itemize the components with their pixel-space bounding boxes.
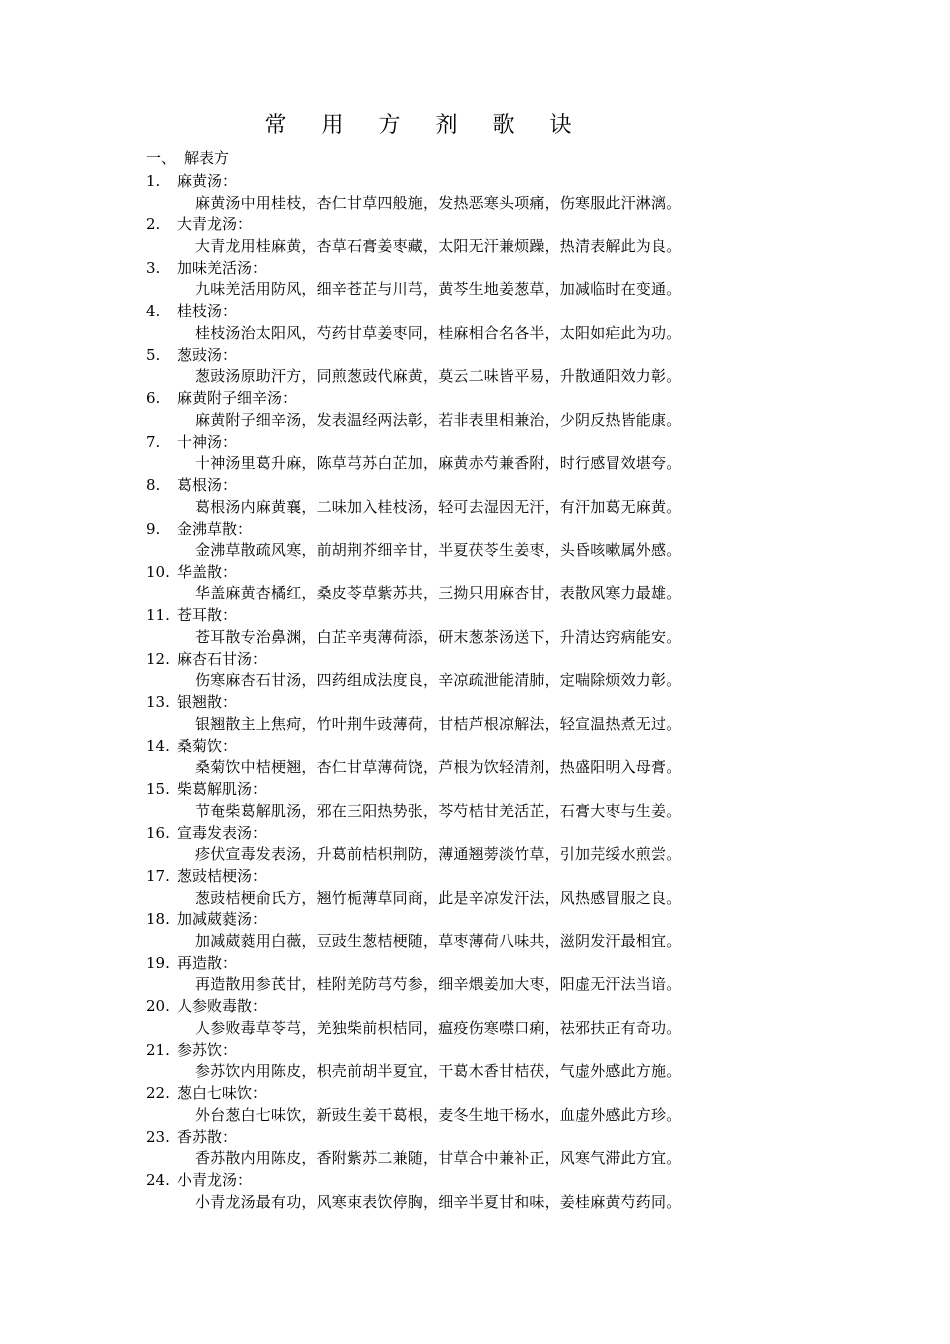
formula-verse: 参苏饮内用陈皮，枳壳前胡半夏宜，干葛木香甘桔茯，气虚外感此方施。 [195, 1062, 682, 1081]
formula-name: 华盖散： [177, 562, 238, 581]
formula-entry [146, 1083, 746, 1126]
formula-heading [146, 909, 746, 931]
formula-name: 金沸草散： [177, 519, 253, 538]
formula-verse: 麻黄汤中用桂枝，杏仁甘草四般施，发热恶寒头项痛，伤寒服此汗淋漓。 [195, 193, 682, 212]
formula-number: 19. [146, 953, 170, 972]
formula-entry [146, 692, 746, 735]
formula-heading [146, 345, 746, 367]
formula-number: 14. [146, 736, 170, 755]
formula-heading [146, 649, 746, 671]
formula-name: 葱白七味饮： [177, 1084, 268, 1103]
formula-number: 11. [146, 606, 170, 625]
formula-name: 柴葛解肌汤： [177, 780, 268, 799]
formula-heading [146, 953, 746, 975]
formula-heading [146, 475, 746, 497]
formula-number: 5. [146, 345, 161, 364]
formula-number: 2. [146, 215, 161, 234]
formula-verse: 十神汤里葛升麻，陈草芎苏白芷加，麻黄赤芍兼香附，时行感冒效堪夸。 [195, 454, 682, 473]
formula-entry [146, 1040, 746, 1083]
formula-number: 6. [146, 389, 161, 408]
formula-entry [146, 779, 746, 822]
formula-name: 大青龙汤： [177, 215, 253, 234]
formula-name: 葱豉汤： [177, 345, 238, 364]
formula-number: 10. [146, 562, 170, 581]
formula-heading [146, 301, 746, 323]
formula-heading [146, 1040, 746, 1062]
formula-number: 20. [146, 997, 170, 1016]
formula-heading [146, 1127, 746, 1149]
formula-heading [146, 214, 746, 236]
formula-verse: 香苏散内用陈皮，香附紫苏二兼随，甘草合中兼补正，风寒气滞此方宜。 [195, 1149, 682, 1168]
formula-entry [146, 519, 746, 562]
formula-name: 小青龙汤： [177, 1171, 253, 1190]
formula-heading [146, 736, 746, 758]
formula-entry [146, 171, 746, 214]
formula-entry [146, 1127, 746, 1170]
formula-heading [146, 823, 746, 845]
formula-verse: 节奄柴葛解肌汤，邪在三阳热势张，芩芍桔甘羌活芷，石膏大枣与生姜。 [195, 801, 682, 820]
formula-heading [146, 605, 746, 627]
section-label: 解表方 [184, 149, 230, 167]
section-heading [146, 148, 229, 168]
formula-number: 17. [146, 867, 170, 885]
formula-heading [146, 1083, 746, 1105]
formula-name: 葛根汤： [177, 476, 238, 495]
formula-heading [146, 996, 746, 1018]
formula-verse: 银翘散主上焦疴，竹叶荆牛豉薄荷，甘桔芦根凉解法，轻宣温热煮无过。 [195, 714, 682, 733]
formula-name: 桑菊饮： [177, 736, 238, 755]
formula-number: 24. [146, 1171, 170, 1190]
formula-entry [146, 475, 746, 518]
formula-verse: 桂枝汤治太阳风，芍药甘草姜枣同，桂麻相合名各半，太阳如疟此为功。 [195, 323, 682, 342]
formula-number: 8. [146, 476, 161, 495]
formula-number: 4. [146, 302, 161, 321]
formula-number: 16. [146, 823, 170, 842]
formula-number: 21. [146, 1040, 170, 1059]
formula-name: 桂枝汤： [177, 302, 238, 321]
formula-entry [146, 432, 746, 475]
formula-verse: 麻黄附子细辛汤，发表温经两法彰，若非表里相兼治，少阴反热皆能康。 [195, 410, 682, 429]
formula-name: 宣毒发表汤： [177, 823, 268, 842]
formula-verse: 葱豉汤原助汗方，同煎葱豉代麻黄，莫云二味皆平易，升散通阳效力彰。 [195, 367, 682, 386]
formula-name: 参苏饮： [177, 1040, 238, 1059]
formula-list [146, 171, 746, 1214]
formula-number: 23. [146, 1127, 170, 1146]
formula-name: 麻黄附子细辛汤： [177, 389, 298, 408]
formula-heading [146, 779, 746, 801]
formula-verse: 苍耳散专治鼻渊，白芷辛夷薄荷添，研末葱茶汤送下，升清达窍病能安。 [195, 627, 682, 646]
formula-entry [146, 214, 746, 257]
formula-heading [146, 519, 746, 541]
formula-entry [146, 866, 746, 909]
formula-verse: 外台葱白七味饮，新豉生姜干葛根，麦冬生地干杨水，血虚外感此方珍。 [195, 1105, 682, 1124]
formula-heading [146, 562, 746, 584]
formula-name: 苍耳散： [177, 606, 238, 625]
formula-heading [146, 171, 746, 193]
section-number: 一、 [146, 149, 177, 167]
formula-verse: 桑菊饮中桔梗翘，杏仁甘草薄荷饶，芦根为饮轻清剂，热盛阳明入母膏。 [195, 758, 682, 777]
formula-entry [146, 562, 746, 605]
formula-verse: 疹伏宣毒发表汤，升葛前桔枳荆防，薄通翘蒡淡竹草，引加芫绥水煎尝。 [195, 845, 682, 864]
formula-verse: 华盖麻黄杏橘红，桑皮苓草紫苏共，三拗只用麻杏甘，表散风寒力最雄。 [195, 584, 682, 603]
formula-name: 麻杏石甘汤： [177, 649, 268, 668]
formula-entry [146, 953, 746, 996]
formula-entry [146, 996, 746, 1039]
formula-verse: 加减葳蕤用白薇，豆豉生葱桔梗随，草枣薄荷八味共，滋阴发汗最相宜。 [195, 931, 682, 950]
formula-name: 葱豉桔梗汤： [177, 867, 268, 885]
formula-verse: 伤寒麻杏石甘汤，四药组成法度良，辛凉疏泄能清肺，定喘除烦效力彰。 [195, 671, 682, 690]
formula-heading [146, 1170, 746, 1192]
formula-verse: 小青龙汤最有功，风寒束表饮停胸，细辛半夏甘和味，姜桂麻黄芍药同。 [195, 1192, 682, 1211]
formula-name: 香苏散： [177, 1127, 238, 1146]
formula-heading [146, 388, 746, 410]
formula-heading [146, 692, 746, 714]
formula-name: 银翘散： [177, 693, 238, 712]
page-title: 常 用 方 剂 歌 诀 [264, 113, 586, 138]
formula-name: 加味羌活汤： [177, 258, 268, 277]
formula-number: 9. [146, 519, 161, 538]
formula-verse: 金沸草散疏风寒，前胡荆芥细辛甘，半夏茯苓生姜枣，头昏咳嗽属外感。 [195, 541, 682, 559]
formula-entry [146, 649, 746, 692]
formula-verse: 大青龙用桂麻黄，杏草石膏姜枣藏，太阳无汗兼烦躁，热清表解此为良。 [195, 236, 682, 255]
formula-number: 7. [146, 432, 161, 451]
formula-number: 22. [146, 1084, 170, 1103]
formula-entry [146, 823, 746, 866]
formula-entry [146, 258, 746, 301]
formula-entry [146, 388, 746, 431]
formula-number: 3. [146, 258, 161, 277]
formula-number: 1. [146, 172, 161, 190]
formula-entry [146, 909, 746, 952]
formula-number: 13. [146, 693, 170, 712]
formula-verse: 九味羌活用防风，细辛苍芷与川芎，黄芩生地姜葱草，加减临时在变通。 [195, 280, 682, 299]
formula-verse: 葛根汤内麻黄襄，二味加入桂枝汤，轻可去湿因无汗，有汗加葛无麻黄。 [195, 497, 682, 516]
formula-verse: 葱豉桔梗俞氏方，翘竹栀薄草同商，此是辛凉发汗法，风热感冒服之良。 [195, 888, 682, 907]
formula-name: 人参败毒散： [177, 997, 268, 1016]
formula-verse: 人参败毒草苓芎，羌独柴前枳桔同，瘟疫伤寒噤口痢，祛邪扶正有奇功。 [195, 1018, 682, 1037]
formula-name: 再造散： [177, 953, 238, 972]
formula-heading [146, 258, 746, 280]
formula-number: 18. [146, 910, 170, 929]
formula-name: 加减葳蕤汤： [177, 910, 268, 929]
formula-number: 12. [146, 649, 170, 668]
formula-entry [146, 301, 746, 344]
formula-entry [146, 605, 746, 648]
formula-number: 15. [146, 780, 170, 799]
formula-name: 十神汤： [177, 432, 238, 451]
formula-entry [146, 345, 746, 388]
formula-entry [146, 736, 746, 779]
formula-verse: 再造散用参芪甘，桂附羌防芎芍参，细辛煨姜加大枣，阳虚无汗法当谙。 [195, 975, 682, 994]
formula-entry [146, 1170, 746, 1213]
formula-name: 麻黄汤： [177, 172, 238, 190]
formula-heading [146, 432, 746, 454]
formula-heading [146, 866, 746, 888]
